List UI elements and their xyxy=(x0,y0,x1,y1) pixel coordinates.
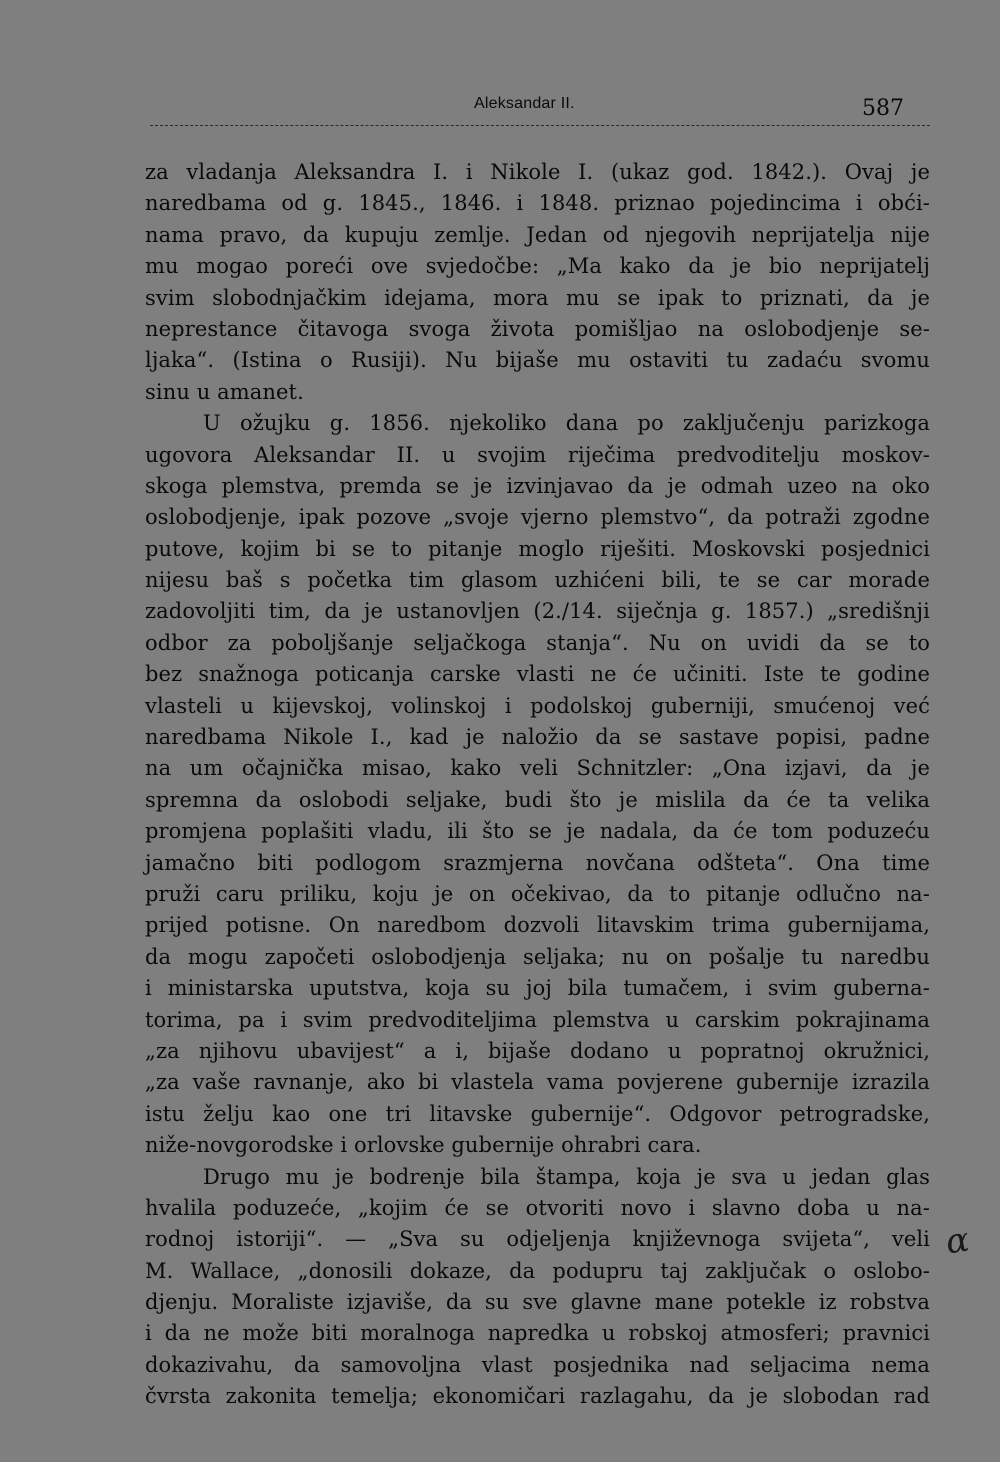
header-rule xyxy=(150,125,930,126)
text-line: ugovora Aleksandar II. u svojim riječima predvoditelju moskov- xyxy=(145,442,930,467)
text-line: na um očajnička misao, kako veli Schnitzler: „Ona izjavi, da je xyxy=(145,756,930,781)
text-line: svim slobodnjačkim idejama, mora mu se ipak to priznati, da je xyxy=(145,285,930,310)
text-line: i da ne može biti moralnoga napredka u robskoj atmosferi; pravnici xyxy=(145,1321,930,1346)
text-line: odbor za poboljšanje seljačkoga stanja“. Nu on uvidi da se to xyxy=(145,630,930,655)
text-line: nijesu baš s početka tim glasom uzhićeni bili, te se car morade xyxy=(145,568,930,593)
text-line: čvrsta zakonita temelja; ekonomičari razlagahu, da je slobodan rad xyxy=(145,1384,930,1409)
text-line: niže-novgorodske i orlovske gubernije ohrabri cara. xyxy=(145,1133,702,1158)
text-line: naredbama Nikole I., kad je naložio da se sastave popisi, padne xyxy=(145,725,930,750)
text-line: „za vaše ravnanje, ako bi vlastela vama povjerene gubernije izrazila xyxy=(145,1070,930,1095)
text-line: hvalila poduzeće, „kojim će se otvoriti novo i slavno doba u na- xyxy=(145,1195,930,1220)
text-line: spremna da oslobodi seljake, budi što je mislila da će ta velika xyxy=(145,787,930,812)
running-title: Aleksandar II. xyxy=(474,95,575,112)
text-line: torima, pa i svim predvoditeljima plemstva u carskim pokrajinama xyxy=(145,1007,930,1032)
running-head xyxy=(0,95,1000,125)
text-line: zadovoljiti tim, da je ustanovljen (2./14. siječnja g. 1857.) „središnji xyxy=(145,599,930,624)
text-line: da mogu započeti oslobodjenja seljaka; nu on pošalje tu naredbu xyxy=(145,944,930,969)
text-line: bez snažnoga poticanja carske vlasti ne će učiniti. Iste te godine xyxy=(145,662,930,687)
text-line: U ožujku g. 1856. njekoliko dana po zaključenju parizkoga xyxy=(203,411,930,436)
text-line: djenju. Moraliste izjaviše, da su sve glavne mane potekle iz robstva xyxy=(145,1290,930,1315)
handwritten-margin-note: α xyxy=(943,1219,972,1263)
text-line: nama pravo, da kupuju zemlje. Jedan od njegovih neprijatelja nije xyxy=(145,222,930,247)
text-line: za vladanja Aleksandra I. i Nikole I. (ukaz god. 1842.). Ovaj je xyxy=(145,160,930,184)
text-line: sinu u amanet. xyxy=(145,379,304,404)
text-line: putove, kojim bi se to pitanje moglo riješiti. Moskovski posjednici xyxy=(145,536,930,561)
text-line: pruži caru priliku, koju je on očekivao, da to pitanje odlučno na- xyxy=(145,881,930,906)
text-line: istu želju kao one tri litavske gubernije“. Odgovor petrogradske, xyxy=(145,1101,930,1126)
text-line: naredbama od g. 1845., 1846. i 1848. priznao pojedincima i obći- xyxy=(145,191,930,216)
text-line: promjena poplašiti vladu, ili što se je nadala, da će tom poduzeću xyxy=(145,819,930,844)
text-line: jamačno biti podlogom srazmjerna novčana odšteta“. Ona time xyxy=(145,850,930,875)
text-line: Drugo mu je bodrenje bila štampa, koja je sva u jedan glas xyxy=(203,1164,930,1189)
text-line: i ministarska uputstva, koja su joj bila tumačem, i svim guberna- xyxy=(145,976,930,1001)
text-line: vlasteli u kijevskoj, volinskoj i podolskoj guberniji, smućenoj već xyxy=(145,693,930,718)
page-number: 587 xyxy=(862,96,904,121)
text-line: prijed potisne. On naredbom dozvoli litavskim trima gubernijama, xyxy=(145,913,930,938)
text-line: oslobodjenje, ipak pozove „svoje vjerno plemstvo“, da potraži zgodne xyxy=(145,505,930,530)
text-line: „za njihovu ubavijest“ a i, bijaše dodano u popratnoj okružnici, xyxy=(145,1038,930,1063)
text-line: ljaka“. (Istina o Rusiji). Nu bijaše mu ostaviti tu zadaću svomu xyxy=(145,348,930,373)
text-line: dokazivahu, da samovoljna vlast posjednika nad seljacima nema xyxy=(145,1352,930,1377)
text-line: skoga plemstva, premda se je izvinjavao da je odmah uzeo na oko xyxy=(145,473,930,498)
text-line: M. Wallace, „donosili dokaze, da podupru taj zaključak o oslobo- xyxy=(145,1258,930,1283)
body-text xyxy=(145,157,930,1413)
text-line: rodnoj istoriji“. — „Sva su odjeljenja književnoga svijeta“, veli xyxy=(145,1227,930,1252)
text-line: neprestance čitavoga svoga života pomišljao na oslobodjenje se- xyxy=(145,316,930,341)
text-line: mu mogao poreći ove svjedočbe: „Ma kako da je bio neprijatelj xyxy=(145,254,930,279)
